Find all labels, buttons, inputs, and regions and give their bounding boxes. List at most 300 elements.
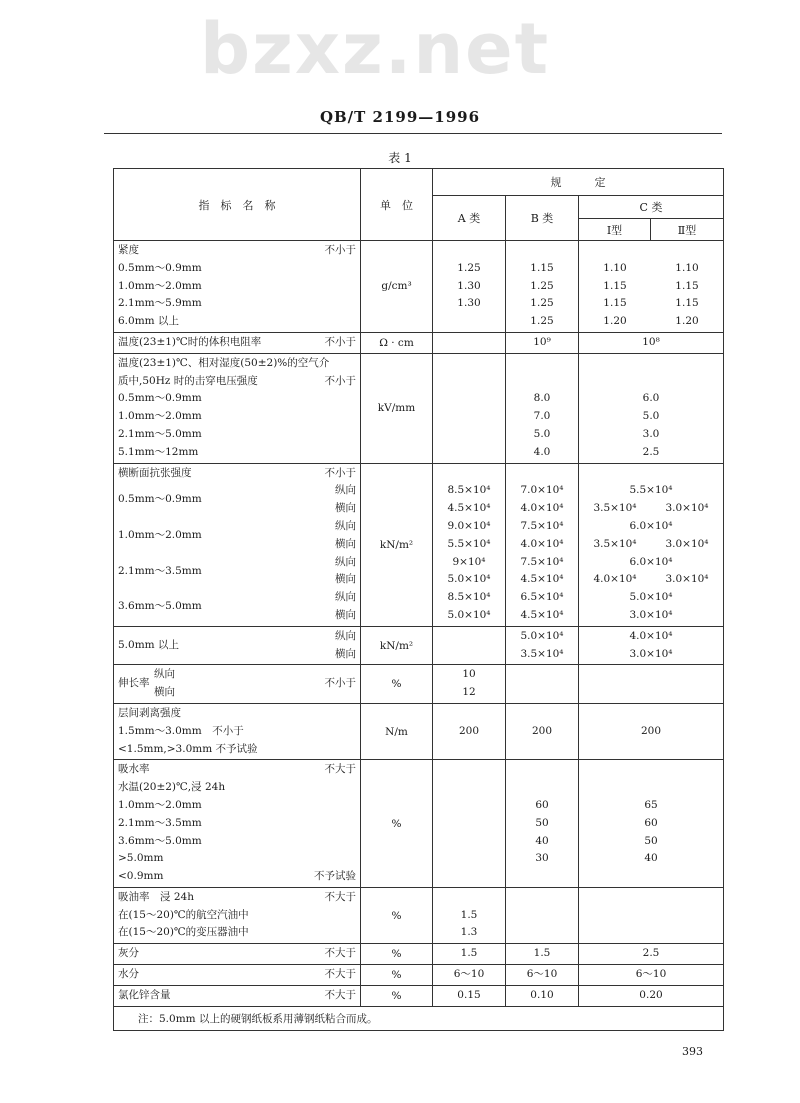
indicator-label: 3.6mm～5.0mm — [118, 600, 202, 613]
value-a: 200 — [458, 724, 480, 737]
value-a: 0.15 — [457, 988, 481, 1001]
condition-label: 横向 — [335, 573, 356, 586]
value-a — [433, 705, 505, 723]
header-type-2: Ⅱ型 — [651, 219, 724, 241]
indicator-line — [114, 889, 360, 907]
value-a: 1.3 — [460, 926, 478, 939]
value-b: 4.5×10⁴ — [520, 573, 564, 586]
value-c-type-2: 3.0×10⁴ — [665, 537, 709, 550]
value-c: 5.5×10⁴ — [629, 484, 673, 497]
class-a-cell — [433, 665, 506, 704]
standard-number: QB/T 2199—1996 — [319, 108, 481, 126]
class-c-cell — [579, 353, 724, 463]
indicator-label: 氯化锌含量 — [118, 988, 171, 1001]
value-a: 1.5 — [460, 947, 478, 960]
class-c-cell — [579, 965, 724, 986]
value-a: 4.5×10⁴ — [447, 502, 491, 515]
value-c — [579, 684, 723, 702]
class-c-cell — [579, 626, 724, 665]
value-c — [579, 373, 723, 391]
value-a: 1.5 — [460, 908, 478, 921]
header-class-b: B 类 — [506, 196, 579, 241]
value-b — [506, 705, 578, 723]
value-c-type-1: 4.0×10⁴ — [593, 573, 637, 586]
value-a — [433, 444, 505, 462]
value-c-split — [579, 278, 723, 296]
header-class-a: A 类 — [433, 196, 506, 241]
indicator-label: 质中,50Hz 时的击穿电压强度 — [118, 374, 258, 387]
header-name: 指 标 名 称 — [114, 169, 361, 241]
value-b: 5.0 — [533, 427, 551, 440]
indicator-label: 层间剥离强度 — [118, 706, 181, 719]
value-c-type-2: 3.0×10⁴ — [665, 573, 709, 586]
value-c: 3.0×10⁴ — [629, 608, 673, 621]
condition-label: 横向 — [335, 647, 356, 660]
class-a-cell — [433, 887, 506, 943]
value-c-split — [579, 313, 723, 331]
value-c: 6.0×10⁴ — [629, 519, 673, 532]
table-row — [114, 985, 724, 1006]
indicator-label: 2.1mm～5.0mm — [118, 427, 202, 440]
value-a: 9×10⁴ — [452, 555, 486, 568]
value-a — [433, 889, 505, 907]
indicator-line — [114, 518, 360, 541]
indicator-label: 灰分 — [118, 947, 139, 960]
class-a-cell — [433, 241, 506, 333]
indicator-line — [114, 987, 360, 1005]
indicator-name-cell — [114, 353, 361, 463]
value-c — [579, 355, 723, 373]
value-b: 4.0×10⁴ — [520, 537, 564, 550]
indicator-label: 2.1mm～5.9mm — [118, 297, 202, 310]
condition-label: 纵向 — [335, 519, 356, 532]
value-b: 30 — [535, 852, 549, 865]
value-a: 6～10 — [453, 968, 485, 981]
header-type-1: Ⅰ型 — [579, 219, 651, 241]
value-a — [433, 408, 505, 426]
value-c — [579, 242, 723, 260]
value-c: 6.0×10⁴ — [629, 555, 673, 568]
title-divider — [104, 133, 722, 134]
indicator-label: 温度(23±1)℃、相对湿度(50±2)%的空气介 — [118, 356, 330, 369]
unit-cell: g/cm³ — [361, 241, 433, 333]
value-b — [506, 868, 578, 886]
condition-label: 纵向 — [335, 591, 356, 604]
value-c-type-1: 3.5×10⁴ — [593, 537, 637, 550]
value-b: 7.5×10⁴ — [520, 519, 564, 532]
value-c-split — [579, 571, 723, 589]
header-unit: 单 位 — [361, 169, 433, 241]
value-a: 8.5×10⁴ — [447, 591, 491, 604]
class-c-cell — [579, 665, 724, 704]
header-spec: 规 定 — [433, 169, 724, 196]
class-b-cell — [506, 703, 579, 759]
value-c-split — [579, 500, 723, 518]
indicator-line — [114, 945, 360, 963]
class-c-cell — [579, 463, 724, 626]
value-c: 2.5 — [642, 445, 660, 458]
unit-cell: kN/m² — [361, 463, 433, 626]
indicator-line — [114, 646, 360, 664]
value-c: 6.0 — [642, 392, 660, 405]
value-c: 0.20 — [639, 988, 663, 1001]
indicator-line — [114, 833, 360, 851]
condition-label: 不大于 — [324, 968, 356, 981]
indicator-name-cell — [114, 760, 361, 888]
value-b: 1.25 — [530, 315, 554, 328]
indicator-line — [114, 868, 360, 886]
value-c — [579, 907, 723, 925]
value-a — [433, 833, 505, 851]
table-row — [114, 241, 724, 333]
table-caption: 表 1 — [388, 151, 412, 165]
condition-label: 横向 — [335, 608, 356, 621]
indicator-line — [114, 628, 360, 651]
indicator-line — [114, 571, 360, 589]
indicator-line — [114, 373, 360, 391]
value-c: 3.0×10⁴ — [629, 647, 673, 660]
indicator-label: 吸水率 — [118, 763, 150, 776]
condition-label: 纵向 — [335, 555, 356, 568]
indicator-label: 紧度 — [118, 244, 139, 256]
value-c — [579, 924, 723, 942]
indicator-label: 1.0mm～2.0mm — [118, 798, 202, 811]
value-a: 12 — [462, 686, 476, 699]
value-b: 1.25 — [530, 297, 554, 310]
indicator-name-cell — [114, 965, 361, 986]
indicator-line — [114, 723, 360, 741]
class-b-cell — [506, 760, 579, 888]
indicator-line — [114, 313, 360, 331]
value-c — [579, 465, 723, 483]
indicator-line — [114, 924, 360, 942]
value-b — [506, 684, 578, 702]
indicator-line — [114, 741, 360, 759]
indicator-label: >5.0mm — [118, 852, 164, 865]
unit-cell: N/m — [361, 703, 433, 759]
indicator-name-cell — [114, 626, 361, 665]
indicator-line — [114, 684, 360, 702]
value-b: 1.15 — [530, 261, 554, 274]
indicator-label: 0.5mm～0.9mm — [118, 493, 202, 506]
indicator-label: 5.1mm～12mm — [118, 445, 199, 458]
indicator-line — [114, 705, 360, 723]
class-b-cell — [506, 353, 579, 463]
class-a-cell — [433, 463, 506, 626]
value-b: 40 — [535, 834, 549, 847]
class-a-cell — [433, 760, 506, 888]
value-c-split — [579, 536, 723, 554]
class-b-cell — [506, 965, 579, 986]
condition-label: 横向 — [335, 537, 356, 550]
indicator-line — [114, 260, 360, 278]
indicator-label: 2.1mm～3.5mm — [118, 564, 202, 577]
table-row — [114, 353, 724, 463]
value-a: 1.30 — [457, 297, 481, 310]
unit-cell: % — [361, 985, 433, 1006]
table-row — [114, 887, 724, 943]
value-b: 1.25 — [530, 279, 554, 292]
value-b: 4.0×10⁴ — [520, 502, 564, 515]
class-c-cell — [579, 241, 724, 333]
value-a: 10 — [462, 668, 476, 681]
value-a — [433, 426, 505, 444]
class-c-cell — [579, 760, 724, 888]
value-c — [579, 761, 723, 779]
value-c — [579, 779, 723, 797]
value-a — [433, 868, 505, 886]
value-a — [433, 779, 505, 797]
value-a — [433, 761, 505, 779]
value-a — [433, 373, 505, 391]
value-b: 6～10 — [526, 968, 558, 981]
class-c-cell — [579, 332, 724, 353]
value-c-type-2: 1.15 — [675, 297, 699, 310]
indicator-name-cell — [114, 887, 361, 943]
unit-cell: kN/m² — [361, 626, 433, 665]
condition-label: 不小于 — [324, 677, 356, 690]
indicator-line — [114, 815, 360, 833]
value-b — [506, 242, 578, 260]
unit-cell: Ω · cm — [361, 332, 433, 353]
indicator-label: 吸油率 浸 24h — [118, 890, 194, 903]
indicator-line — [114, 295, 360, 313]
value-a: 1.30 — [457, 279, 481, 292]
class-b-cell — [506, 944, 579, 965]
indicator-line — [114, 761, 360, 779]
value-c: 10⁸ — [642, 335, 660, 348]
value-a: 5.5×10⁴ — [447, 537, 491, 550]
watermark: bzxz.net — [200, 8, 551, 90]
indicator-label: 1.0mm～2.0mm — [118, 528, 202, 541]
table-row — [114, 965, 724, 986]
table-row — [114, 463, 724, 626]
table-row — [114, 703, 724, 759]
indicator-line — [114, 334, 360, 352]
value-b — [506, 779, 578, 797]
indicator-line — [114, 907, 360, 925]
value-a — [433, 797, 505, 815]
indicator-name-cell — [114, 241, 361, 333]
value-b: 0.10 — [530, 988, 554, 1001]
indicator-label: 水分 — [118, 968, 139, 981]
unit-cell: % — [361, 944, 433, 965]
condition-label: 不小于 — [324, 374, 356, 387]
value-a — [433, 850, 505, 868]
value-a — [433, 242, 505, 260]
value-c-type-2: 1.10 — [675, 261, 699, 274]
class-b-cell — [506, 665, 579, 704]
value-b: 4.5×10⁴ — [520, 608, 564, 621]
class-a-cell — [433, 703, 506, 759]
value-c: 3.0 — [642, 427, 660, 440]
indicator-label: 1.0mm～2.0mm — [118, 410, 202, 423]
condition-label: 不予试验 — [314, 870, 356, 883]
value-c-type-1: 1.15 — [603, 279, 627, 292]
indicator-label: 在(15～20)℃的航空汽油中 — [118, 908, 249, 921]
value-b: 7.0×10⁴ — [520, 484, 564, 497]
value-c-type-1: 1.10 — [603, 261, 627, 274]
indicator-label: 1.0mm～2.0mm — [118, 279, 202, 292]
indicator-name-cell — [114, 985, 361, 1006]
indicator-line — [114, 536, 360, 554]
condition-label: 纵向 — [335, 629, 356, 642]
class-a-cell — [433, 353, 506, 463]
value-b: 8.0 — [533, 392, 551, 405]
table-row — [114, 332, 724, 353]
value-c: 2.5 — [642, 947, 660, 960]
value-a — [433, 313, 505, 331]
indicator-label: <1.5mm,>3.0mm 不予试验 — [118, 742, 258, 755]
indicator-line — [114, 408, 360, 426]
unit-cell: % — [361, 965, 433, 986]
table-row — [114, 760, 724, 888]
value-a — [433, 815, 505, 833]
table-note: 注：5.0mm 以上的硬钢纸板系用薄钢纸粘合而成。 — [114, 1006, 724, 1030]
indicator-line — [114, 607, 360, 625]
value-a: 5.0×10⁴ — [447, 608, 491, 621]
indicator-line — [114, 426, 360, 444]
class-c-cell — [579, 985, 724, 1006]
indicator-line — [114, 500, 360, 518]
indicator-label: 伸长率 — [118, 677, 150, 690]
value-b — [506, 465, 578, 483]
indicator-line — [114, 242, 360, 260]
value-a — [433, 465, 505, 483]
indicator-line — [114, 797, 360, 815]
indicator-line — [114, 390, 360, 408]
value-a: 1.25 — [457, 261, 481, 274]
value-b: 6.5×10⁴ — [520, 591, 564, 604]
condition-label: 横向 — [335, 502, 356, 515]
value-a — [433, 390, 505, 408]
class-a-cell — [433, 944, 506, 965]
value-b — [506, 373, 578, 391]
value-b: 200 — [531, 724, 553, 737]
note-row — [114, 1006, 724, 1030]
value-b — [506, 924, 578, 942]
value-b: 50 — [535, 816, 549, 829]
value-b: 7.0 — [533, 410, 551, 423]
indicator-line — [114, 554, 360, 577]
value-c: 5.0×10⁴ — [629, 591, 673, 604]
value-a: 8.5×10⁴ — [447, 484, 491, 497]
spec-table — [113, 168, 724, 1031]
indicator-label: 温度(23±1)℃时的体积电阻率 — [118, 335, 262, 348]
indicator-label: 3.6mm～5.0mm — [118, 834, 202, 847]
header-class-c: C 类 — [579, 196, 724, 219]
indicator-label: 6.0mm 以上 — [118, 315, 179, 328]
indicator-name-cell — [114, 463, 361, 626]
indicator-line — [114, 966, 360, 984]
value-c-split — [579, 295, 723, 313]
value-c-split — [579, 260, 723, 278]
indicator-label: 在(15～20)℃的变压器油中 — [118, 926, 249, 939]
indicator-line — [114, 589, 360, 613]
condition-label: 不大于 — [324, 763, 356, 776]
value-c-type-2: 3.0×10⁴ — [665, 502, 709, 515]
indicator-line — [114, 278, 360, 296]
indicator-label: 1.5mm～3.0mm 不小于 — [118, 724, 244, 737]
indicator-line — [114, 465, 360, 483]
page-number: 393 — [682, 1045, 703, 1058]
value-c: 6～10 — [635, 968, 667, 981]
value-c — [579, 868, 723, 886]
value-b — [506, 355, 578, 373]
class-b-cell — [506, 626, 579, 665]
indicator-line — [114, 444, 360, 462]
value-a — [433, 741, 505, 759]
value-a — [433, 355, 505, 373]
condition-label: 不大于 — [324, 988, 356, 1001]
condition-label: 不大于 — [324, 890, 356, 903]
value-c: 65 — [644, 798, 658, 811]
unit-cell: kV/mm — [361, 353, 433, 463]
value-c: 200 — [640, 724, 662, 737]
condition-label: 不小于 — [324, 466, 356, 479]
value-b: 4.0 — [533, 445, 551, 458]
indicator-line — [114, 482, 360, 506]
value-c — [579, 889, 723, 907]
condition-label: 不小于 — [324, 335, 356, 348]
value-c-type-1: 1.15 — [603, 297, 627, 310]
value-b: 7.5×10⁴ — [520, 555, 564, 568]
condition-label: 纵向 — [335, 484, 356, 497]
value-c-type-2: 1.20 — [675, 315, 699, 328]
direction-label: 横向 — [154, 686, 175, 699]
value-b: 5.0×10⁴ — [520, 629, 564, 642]
class-c-cell — [579, 887, 724, 943]
indicator-label: 水温(20±2)℃,浸 24h — [118, 781, 226, 794]
value-c: 40 — [644, 852, 658, 865]
table-row — [114, 944, 724, 965]
table-row — [114, 626, 724, 665]
value-a — [433, 628, 505, 646]
value-b — [506, 889, 578, 907]
indicator-line — [114, 355, 360, 373]
value-c: 60 — [644, 816, 658, 829]
indicator-label: 0.5mm～0.9mm — [118, 392, 202, 405]
value-b — [506, 907, 578, 925]
indicator-name-cell — [114, 703, 361, 759]
class-c-cell — [579, 703, 724, 759]
unit-cell: % — [361, 760, 433, 888]
value-a — [433, 646, 505, 664]
direction-label: 纵向 — [154, 668, 175, 681]
value-b — [506, 666, 578, 684]
indicator-label: 5.0mm 以上 — [118, 638, 179, 651]
unit-cell: % — [361, 665, 433, 704]
class-b-cell — [506, 985, 579, 1006]
indicator-label: 2.1mm～3.5mm — [118, 816, 202, 829]
value-c: 4.0×10⁴ — [629, 629, 673, 642]
value-b: 10⁹ — [533, 335, 551, 348]
class-a-cell — [433, 985, 506, 1006]
indicator-line — [114, 850, 360, 868]
value-a: 5.0×10⁴ — [447, 573, 491, 586]
value-b: 1.5 — [533, 947, 551, 960]
class-b-cell — [506, 332, 579, 353]
value-a — [433, 334, 505, 352]
value-c: 5.0 — [642, 410, 660, 423]
indicator-name-cell — [114, 944, 361, 965]
value-b: 60 — [535, 798, 549, 811]
indicator-label: 0.5mm～0.9mm — [118, 261, 202, 274]
indicator-label: 横断面抗张强度 — [118, 466, 192, 479]
value-c — [579, 705, 723, 723]
indicator-label: <0.9mm — [118, 870, 164, 883]
class-a-cell — [433, 332, 506, 353]
